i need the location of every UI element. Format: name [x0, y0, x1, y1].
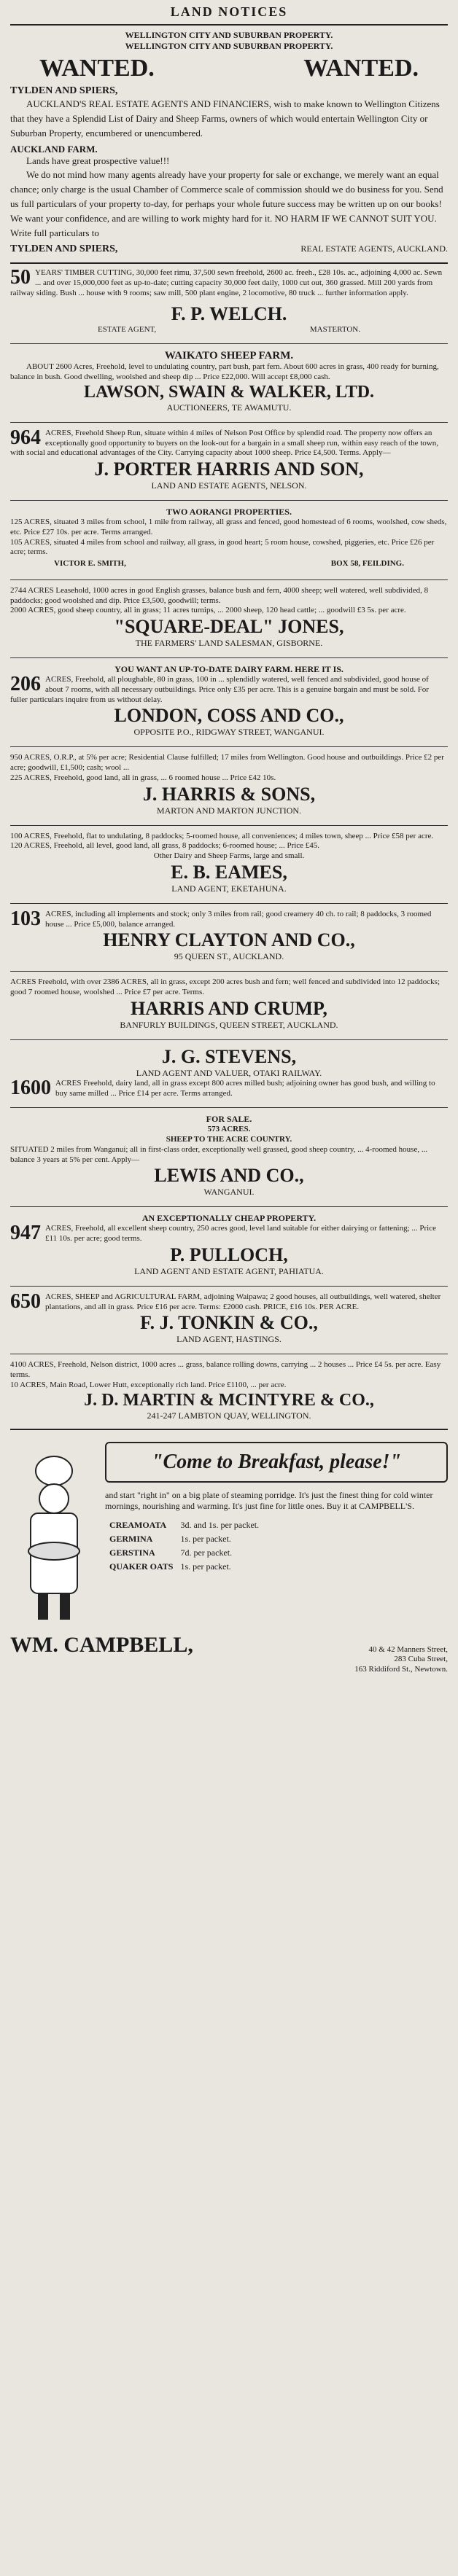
firm-name: J. G. STEVENS,	[161, 1045, 297, 1067]
ad-clayton	[10, 908, 448, 967]
lead-number: 50	[10, 266, 31, 289]
campbell-footer	[10, 1633, 448, 1675]
divider	[10, 579, 448, 580]
ad-title: FOR SALE.	[206, 1114, 252, 1125]
campbell-box	[10, 1442, 448, 1624]
lead-number: 103	[10, 907, 41, 930]
address-line: 163 Riddiford St., Newtown.	[354, 1665, 448, 1674]
ad-title: YOU WANT AN UP-TO-DATE DAIRY FARM. HERE IT IS.	[114, 664, 344, 675]
ad-body: ABOUT 2600 Acres, Freehold, level to undulating country, part bush, part fern. About 600 acres in grass, 400 ready for burning, balance in bush. Good dwelling, woolshed and sheep dip ... Price £22,000. Will accept £8,000 cash.	[10, 362, 439, 382]
firm-location: REAL ESTATE AGENTS, AUCKLAND.	[300, 243, 448, 254]
product-price: 7d. per packet.	[180, 1547, 233, 1558]
ad-body: ACRES Freehold, dairy land, all in grass except 800 acres milled bush; adjoining owner has good bush, and willing to buy same milled ... Price £14 per acre. Terms arranged.	[55, 1078, 435, 1098]
firm-location: BOX 58, FEILDING.	[330, 559, 404, 569]
firm-sub: THE FARMERS' LAND SALESMAN, GISBORNE.	[135, 638, 323, 649]
page-title: LAND NOTICES	[170, 4, 288, 19]
product-name: GERSTINA	[109, 1547, 155, 1558]
ad-body: 225 ACRES, Freehold, good land, all in grass, ... 6 roomed house ... Price £42 10s.	[10, 773, 276, 782]
ad-body: Lands have great prospective value!!!	[26, 155, 170, 167]
ad-title: WAIKATO SHEEP FARM.	[164, 350, 294, 362]
wanted-heading: WANTED.	[303, 55, 419, 82]
firm-sub: BANFURLY BUILDINGS, QUEEN STREET, AUCKLAND.	[120, 1019, 338, 1030]
firm-name: TYLDEN AND SPIERS,	[10, 243, 118, 255]
firm-sub-row	[98, 325, 360, 335]
divider	[10, 1107, 448, 1108]
campbell-quote: "Come to Breakfast, please!"	[105, 1442, 448, 1483]
price-row	[106, 1561, 262, 1573]
product-name: GERMINA	[109, 1533, 153, 1544]
firm-name: LAWSON, SWAIN & WALKER, LTD.	[83, 382, 375, 402]
ad-section-title: AUCKLAND FARM.	[10, 144, 98, 155]
signature-row	[10, 243, 448, 255]
ad-body: We do not mind how many agents already have your property for sale or exchange, we merely want an equal chance; only charge is the usual Chamber of Commerce scale of commission should we do business for you. Send us full particulars of your property to-day, for perhaps your whole future success may be written up on our books! We want your confidence, and are willing to work mighty hard for it. NO HARM IF WE CANNOT SUIT YOU. Write full particulars to	[10, 168, 443, 239]
price-row	[106, 1519, 262, 1531]
ad-subtitle: 573 ACRES.	[207, 1125, 251, 1134]
lead-number: 964	[10, 426, 41, 449]
firm-sub: LAND AGENT, EKETAHUNA.	[171, 883, 287, 894]
firm-name: LEWIS AND CO.,	[154, 1165, 304, 1187]
firm-line: TYLDEN AND SPIERS,	[10, 85, 118, 96]
ad-body: ACRES, SHEEP and AGRICULTURAL FARM, adjoining Waipawa; 2 good houses, all outbuildings, well watered, shelter plantations, and all in grass. Price £16 per acre. Terms: £2000 cash. PRICE, £16 10s. PER ACRE.	[45, 1292, 441, 1311]
address-line: 283 Cuba Street,	[394, 1655, 448, 1664]
firm-name: VICTOR E. SMITH,	[54, 559, 126, 569]
firm-name: "SQUARE-DEAL" JONES,	[114, 616, 344, 638]
ad-body: 950 ACRES, O.R.P., at 5% per acre; Residential Clause fulfilled; 17 miles from Wellington. Good house and outbuildings. Price £2 per acre; goodwill, £1,500; cash; wool ...	[10, 753, 444, 773]
ad-body: ACRES, Freehold, all ploughable, 80 in grass, 100 in ... splendidly watered, well fenced and subdivided, good house of about 7 rooms, with all necessary outbuildings. Price only £35 per acre. This is a genuine bargain and must be sold. For fuller particulars inquire from us without delay.	[10, 675, 429, 704]
ad-body: AUCKLAND'S REAL ESTATE AGENTS AND FINANCIERS, wish to make known to Wellington Citizens that they have a Splendid List of Dairy and Sheep Farms, owners of which would entertain Wellington City or Suburban Property, encumbered or unencumbered.	[10, 98, 440, 139]
price-list	[105, 1518, 263, 1574]
ad-body: 120 ACRES, Freehold, all level, good land, all grass, 8 paddocks; 6-roomed house; ... Price £45.	[10, 841, 320, 851]
firm-name: J. D. MARTIN & MCINTYRE & CO.,	[84, 1390, 374, 1410]
divider	[10, 343, 448, 344]
ad-victor-smith	[10, 505, 448, 575]
ad-welch	[10, 267, 448, 339]
divider	[10, 746, 448, 747]
lead-number: 206	[10, 673, 41, 696]
firm-sub: MARTON AND MARTON JUNCTION.	[156, 805, 302, 816]
address-block	[354, 1645, 448, 1675]
ad-tylden-spiers	[10, 28, 448, 259]
divider	[10, 1206, 448, 1207]
ad-body: YEARS' TIMBER CUTTING, 30,000 feet rimu, 37,500 sewn freehold, 2600 ac. freeh., £28 10s. ac., adjoining 4,000 ac. Sewn ... and over 15,000,000 feet as up-to-date; cutting capacity 30,000 feet daily, 1000 cut out, 360 grassed. Mill 200 yards from railway siding. Bush ... house with 9 rooms; saw mill, 500 plant engine, 2 locomotive, 80 truck ... further information apply.	[10, 268, 443, 297]
lead-number: 1600	[10, 1076, 51, 1099]
product-price: 1s. per packet.	[180, 1533, 231, 1544]
ad-porter-harris	[10, 427, 448, 496]
ad-note: Other Dairy and Sheep Farms, large and small.	[153, 851, 305, 861]
ad-pulloch	[10, 1211, 448, 1281]
ad-body: 2000 ACRES, good sheep country, all in grass; 11 acres turnips, ... 2000 sheep, 120 head cattle; ... goodwill £3 5s. per acre.	[10, 606, 406, 615]
firm-name: P. PULLOCH,	[170, 1244, 288, 1265]
ad-london-coss	[10, 663, 448, 742]
firm-sub: AUCTIONEERS, TE AWAMUTU.	[166, 402, 292, 413]
ad-j-harris	[10, 752, 448, 820]
ad-body: 100 ACRES, Freehold, flat to undulating, 8 paddocks; 5-roomed house, all conveniences; 4 miles town, sheep ... Price £58 per acre.	[10, 831, 434, 840]
divider	[10, 262, 448, 264]
ad-title: AN EXCEPTIONALLY CHEAP PROPERTY.	[141, 1213, 317, 1224]
campbell-text	[105, 1442, 448, 1574]
chef-illustration	[10, 1442, 98, 1624]
firm-name: HENRY CLAYTON AND CO.,	[103, 929, 355, 951]
ad-subtitle: WELLINGTON CITY AND SUBURBAN PROPERTY.	[125, 30, 333, 40]
ad-martin	[10, 1359, 448, 1425]
ad-tonkin	[10, 1291, 448, 1350]
product-price: 3d. and 1s. per packet.	[180, 1519, 260, 1530]
firm-name: E. B. EAMES,	[171, 861, 287, 883]
ad-body: ACRES, Freehold Sheep Run, situate within 4 miles of Nelson Post Office by splendid road. The property now offers an exceptionally good opportunity to buyers on the look-out for a bargain in a small sheep run, within easy reach of the town, with social and educational advantages of the City. Carrying capacity about 1000 sheep. Price £4,500. Terms. Apply—	[10, 428, 438, 458]
firm-name: F. J. TONKIN & CO.,	[140, 1312, 318, 1334]
firm-sub: LAND AGENT, HASTINGS.	[176, 1334, 282, 1345]
divider	[10, 1429, 448, 1430]
firm-name: J. HARRIS & SONS,	[142, 783, 316, 805]
firm-sub: OPPOSITE P.O., RIDGWAY STREET, WANGANUI.	[133, 727, 325, 738]
price-row	[106, 1547, 262, 1559]
ad-lewis	[10, 1112, 448, 1202]
ad-subtitle: SHEEP TO THE ACRE COUNTRY.	[166, 1135, 292, 1144]
wanted-heading: WANTED.	[39, 55, 155, 82]
ad-body: and start "right in" on a big plate of steaming porridge. It's just the finest thing for cold winter mornings, nourishing and warming. It's just fine for little ones. Buy it at CAMPBELL'S.	[105, 1489, 433, 1511]
product-name: QUAKER OATS	[109, 1561, 174, 1572]
ad-body: 4100 ACRES, Freehold, Nelson district, 1000 acres ... grass, balance rolling downs, carrying ... 2 houses ... Price £4 5s. per acre. Easy terms.	[10, 1360, 441, 1380]
ad-body: 125 ACRES, situated 3 miles from school, 1 mile from railway, all grass and fenced, good homestead of 6 rooms, woolshed, cow sheds, etc. Price £27 10s. per acre. Terms arranged.	[10, 518, 447, 536]
ad-eames	[10, 830, 448, 899]
divider	[10, 1039, 448, 1040]
address-line: 40 & 42 Manners Street,	[368, 1644, 448, 1654]
divider	[10, 903, 448, 904]
ad-subtitle: WELLINGTON CITY AND SUBURBAN PROPERTY.	[125, 41, 333, 51]
firm-sub: LAND AND ESTATE AGENTS, NELSON.	[151, 480, 307, 491]
ad-title: TWO AORANGI PROPERTIES.	[166, 507, 292, 518]
ad-stevens	[10, 1045, 448, 1104]
divider	[10, 825, 448, 826]
ad-campbell	[10, 1433, 448, 1679]
lead-number: 650	[10, 1289, 41, 1313]
firm-name: LONDON, COSS AND CO.,	[114, 705, 344, 727]
price-row	[106, 1533, 262, 1545]
firm-name: HARRIS AND CRUMP,	[131, 997, 327, 1019]
divider	[10, 1286, 448, 1287]
firm-location: MASTERTON.	[309, 324, 360, 334]
ad-body: ACRES, including all implements and stock; only 3 miles from rail; good creamery 40 ch. to rail; 8 paddocks, 3 roomed house ... Price £5,000, balance arranged.	[45, 909, 432, 929]
product-name: CREAMOATA	[109, 1519, 167, 1530]
ad-body: 105 ACRES, situated 4 miles from school and railway, all grass, in good heart; 5 room house, cowshed, piggeries, etc. Price £26 per acre; terms.	[10, 537, 435, 557]
ad-body: ACRES, Freehold, all excellent sheep country, 250 acres good, level land suitable for either dairying or fattening; ... Price £11 10s. per acre; good terms.	[45, 1224, 436, 1244]
divider	[10, 971, 448, 972]
firm-role: ESTATE AGENT,	[98, 324, 157, 334]
firm-sub: LAND AGENT AND ESTATE AGENT, PAHIATUA.	[134, 1265, 324, 1276]
ad-body: ACRES Freehold, with over 2386 ACRES, all in grass, except 200 acres bush and fern; well fenced and subdivided into 12 paddocks; good 7 roomed house, woolshed ... Price £7 per acre. Terms.	[10, 977, 440, 997]
firm-sub: WANGANUI.	[203, 1187, 255, 1198]
firm-name: WM. CAMPBELL,	[10, 1632, 193, 1657]
firm-name: F. P. WELCH.	[171, 303, 287, 324]
lead-number: 947	[10, 1222, 41, 1245]
ad-lawson	[10, 348, 448, 418]
firm-sub: 241-247 LAMBTON QUAY, WELLINGTON.	[147, 1410, 311, 1421]
firm-sub: LAND AGENT AND VALUER, OTAKI RAILWAY.	[136, 1067, 322, 1078]
divider	[10, 422, 448, 423]
firm-sub: 95 QUEEN ST., AUCKLAND.	[174, 951, 284, 962]
ad-square-deal-jones	[10, 585, 448, 653]
ad-body: 10 ACRES, Main Road, Lower Hutt, exceptionally rich land. Price £1100, ... per acre.	[10, 1380, 287, 1389]
signature-row	[54, 559, 404, 569]
wanted-row	[39, 55, 419, 82]
divider	[10, 24, 448, 26]
divider	[10, 500, 448, 501]
product-price: 1s. per packet.	[180, 1561, 231, 1572]
ad-body: 2744 ACRES Leasehold, 1000 acres in good English grasses, balance bush and fern, 4000 sheep; well watered, well subdivided, 8 paddocks; good woolshed and dip. Price £3,500, goodwill; terms.	[10, 585, 429, 605]
firm-name: J. PORTER HARRIS AND SON,	[94, 458, 364, 480]
ad-body: SITUATED 2 miles from Wanganui; all in first-class order, exceptionally well grassed, good sheep country, ... 4-roomed house, ... balance 3 years at 5% per cent. Apply—	[10, 1144, 428, 1164]
ad-harris-crump	[10, 976, 448, 1035]
divider	[10, 657, 448, 658]
